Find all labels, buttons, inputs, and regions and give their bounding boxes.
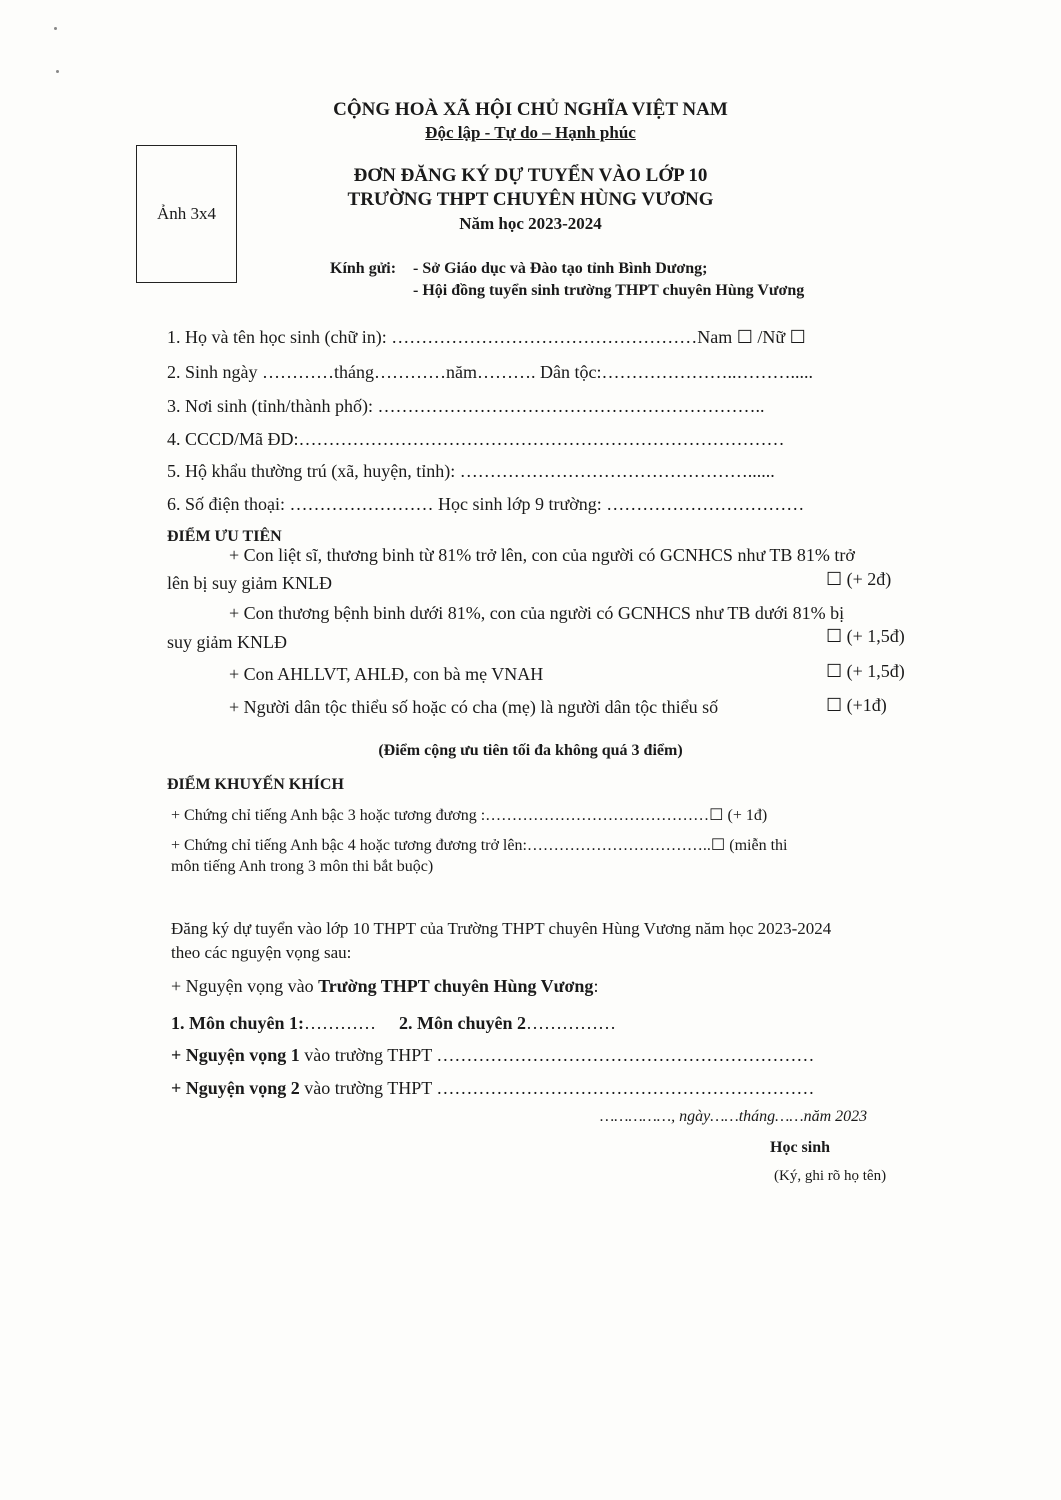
priority-item-4-checkbox[interactable]: ☐ (+1đ) [826,695,887,715]
priority-note: (Điểm cộng ưu tiên tối đa không quá 3 điểm) [378,742,683,759]
photo-label: Ảnh 3x4 [156,204,217,223]
field-phone-school[interactable]: 6. Số điện thoại: …………………… Học sinh lớp 9 trường: …………………………… [167,494,805,514]
specialty-2-blank[interactable]: …………… [526,1013,617,1033]
school-title: TRƯỜNG THPT CHUYÊN HÙNG VƯƠNG [347,189,714,210]
priority-item-1-checkbox[interactable]: ☐ (+ 2đ) [826,569,892,589]
signature-role: Học sinh [770,1139,831,1156]
aspiration-1-line[interactable] [171,1045,814,1066]
aspiration-1-blank[interactable]: vào trường THPT ……………………………………………………… [299,1045,815,1065]
registration-text-cont: theo các nguyện vọng sau: [171,943,352,962]
registration-text: Đăng ký dự tuyển vào lớp 10 THPT của Trường THPT chuyên Hùng Vương năm học 2023-2024 [171,919,832,938]
specialty-line[interactable] [171,1013,616,1034]
aspiration-line [171,976,598,997]
priority-item-2-cont: suy giảm KNLĐ [167,632,287,652]
scan-speck [56,70,59,73]
specialty-1-label: 1. Môn chuyên 1: [171,1013,305,1033]
encourage-item-2[interactable]: + Chứng chỉ tiếng Anh bậc 4 hoặc tương đương trở lên:……………………………..☐ (miễn thi [171,837,788,854]
aspiration-2-line[interactable] [171,1078,814,1099]
recipient-label: Kính gửi: [330,260,397,277]
priority-item-1: + Con liệt sĩ, thương binh từ 81% trở lên, con của người có GCNHCS như TB 81% trở [229,545,855,565]
specialty-1-blank[interactable]: ………… [304,1013,377,1033]
priority-item-4: + Người dân tộc thiểu số hoặc có cha (mẹ) là người dân tộc thiểu số [229,697,719,717]
field-full-name[interactable]: 1. Họ và tên học sinh (chữ in): ……………………………………………Nam ☐ /Nữ ☐ [167,327,806,347]
aspiration-2-label: + Nguyện vọng 2 [171,1078,300,1098]
priority-item-2: + Con thương bệnh binh dưới 81%, con của người có GCNHCS như TB dưới 81% bị [229,603,845,623]
priority-heading: ĐIỂM ƯU TIÊN [167,528,282,545]
priority-item-3: + Con AHLLVT, AHLĐ, con bà mẹ VNAH [229,664,544,684]
field-birth-place[interactable]: 3. Nơi sinh (tỉnh/thành phố): ……………………………………………………….. [167,396,765,416]
aspiration-school: Trường THPT chuyên Hùng Vương [318,976,594,996]
priority-item-3-checkbox[interactable]: ☐ (+ 1,5đ) [826,661,905,681]
encourage-heading: ĐIỂM KHUYẾN KHÍCH [167,776,344,793]
aspiration-suffix: : [593,976,599,996]
form-title: ĐƠN ĐĂNG KÝ DỰ TUYỂN VÀO LỚP 10 [353,165,708,186]
encourage-item-2-cont: môn tiếng Anh trong 3 môn thi bắt buộc) [171,858,434,875]
encourage-item-1[interactable]: + Chứng chỉ tiếng Anh bậc 3 hoặc tương đương :……………………………………☐ (+ 1đ) [171,807,768,824]
motto: Độc lập - Tự do – Hạnh phúc [425,123,636,142]
aspiration-2-blank[interactable]: vào trường THPT ……………………………………………………… [299,1078,815,1098]
school-year: Năm học 2023-2024 [459,214,602,233]
specialty-2-label: 2. Môn chuyên 2 [399,1013,527,1033]
country-name: CỘNG HOÀ XÃ HỘI CHỦ NGHĨA VIỆT NAM [333,99,728,120]
scan-speck [54,27,57,30]
field-residence[interactable]: 5. Hộ khẩu thường trú (xã, huyện, tỉnh): …………………………………………...... [167,461,775,481]
priority-item-2-checkbox[interactable]: ☐ (+ 1,5đ) [826,626,905,646]
recipient-1: - Sở Giáo dục và Đào tạo tỉnh Bình Dương; [413,260,708,277]
signature-date[interactable]: ……………, ngày……tháng……năm 2023 [600,1108,868,1125]
field-birth-date[interactable]: 2. Sinh ngày …………tháng…………năm………. Dân tộc:…………………..………..... [167,362,813,382]
priority-item-1-cont: lên bị suy giảm KNLĐ [167,573,332,593]
signature-note: (Ký, ghi rõ họ tên) [774,1168,887,1184]
aspiration-prefix: + Nguyện vọng vào [171,976,319,996]
recipient-2: - Hội đồng tuyển sinh trường THPT chuyên Hùng Vương [413,282,805,299]
aspiration-1-label: + Nguyện vọng 1 [171,1045,300,1065]
field-id[interactable]: 4. CCCD/Mã ĐD:……………………………………………………………………… [167,429,785,449]
